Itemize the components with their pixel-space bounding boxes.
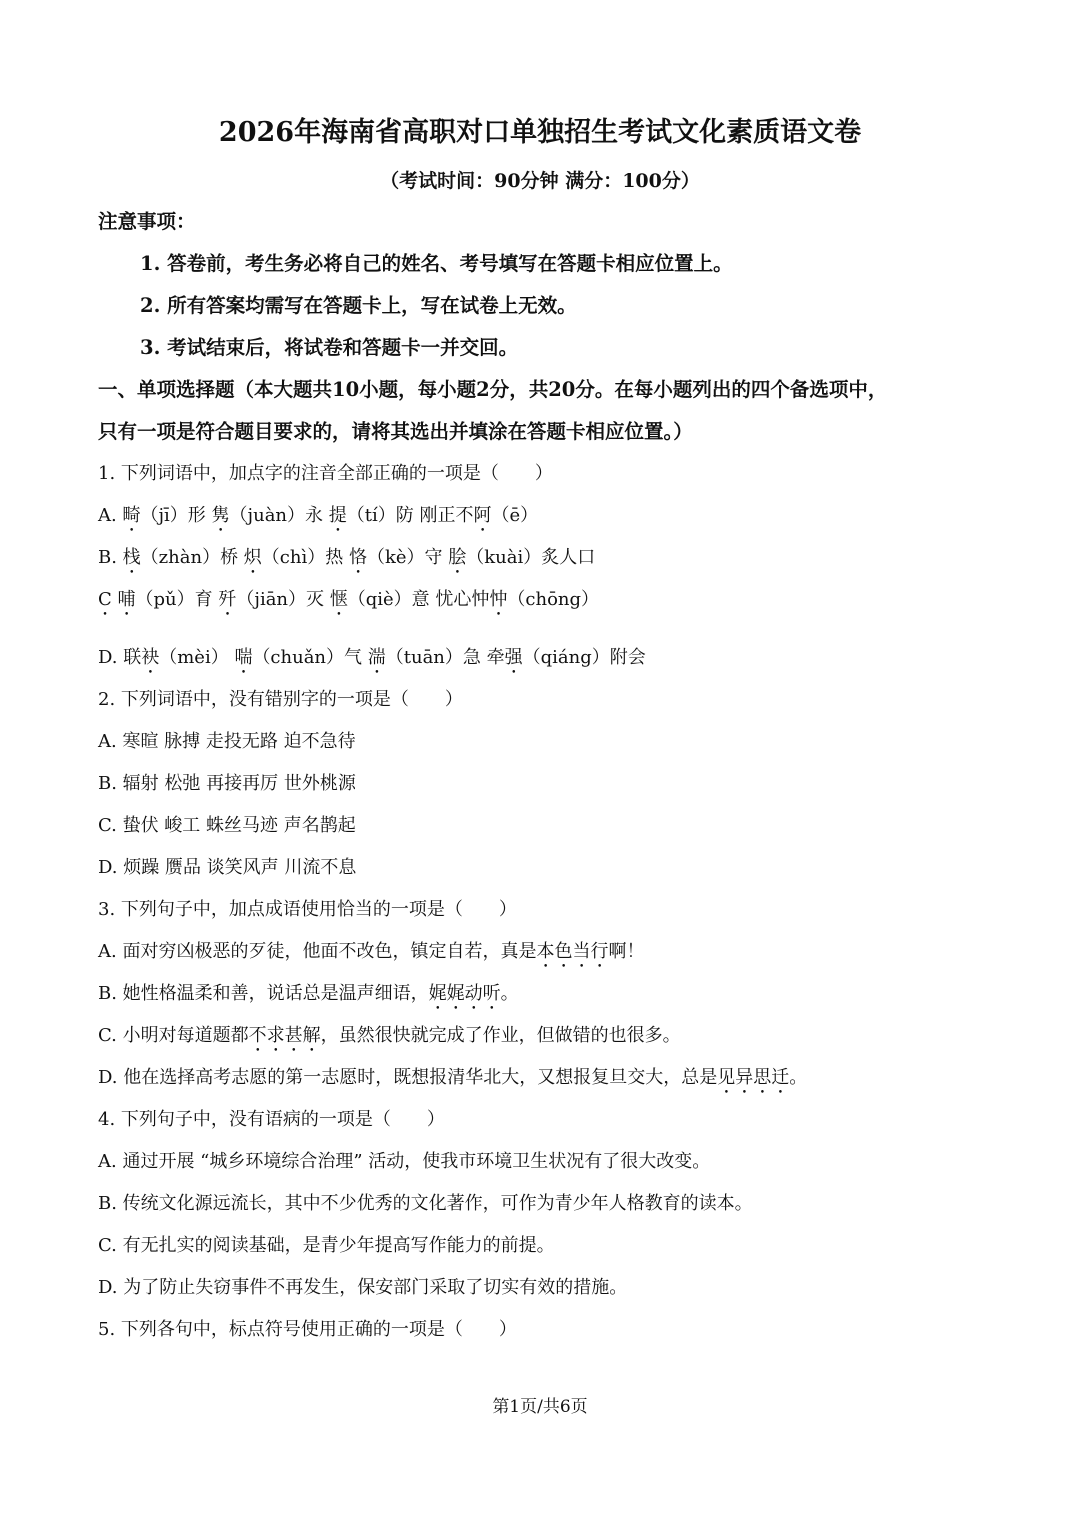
text: D. 烦躁 赝品 谈笑风声 川流不息 [98, 857, 357, 878]
text: B. 辐射 松弛 再接再厉 世外桃源 [98, 773, 356, 794]
text: （qiè）意 忧心忡 [347, 589, 490, 610]
text: 3. 下列句子中，加点成语使用恰当的一项是（ ） [98, 899, 517, 920]
emphasized-text: 忡 [489, 589, 508, 610]
text: 2. 下列词语中，没有错别字的一项是（ ） [98, 689, 463, 710]
page-footer: 第1页/共6页 [492, 1397, 588, 1417]
questions [98, 453, 998, 1351]
question-line [98, 1141, 998, 1183]
emphasized-text: 不求甚解 [248, 1025, 321, 1046]
text: 4. 下列句子中，没有语病的一项是（ ） [98, 1109, 445, 1130]
emphasized-text: 本色当行 [536, 941, 609, 962]
note-item: 1. 答卷前，考生务必将自己的姓名、考号填写在答题卡相应位置上。 [140, 252, 733, 275]
text: （tuān）急 牵 [385, 647, 505, 668]
text: （kè）守 [366, 547, 449, 568]
question-line [98, 1309, 998, 1351]
emphasized-text: 提 [328, 505, 347, 526]
question-line [98, 637, 998, 679]
text: （jiān）灭 [236, 589, 330, 610]
question-line [98, 1099, 998, 1141]
text: ，虽然很快就完成了作业，但做错的也很多。 [320, 1025, 681, 1046]
question-line [98, 973, 998, 1015]
question-line [98, 721, 998, 763]
question-line [98, 579, 998, 621]
text: A. 面对穷凶极恶的歹徒，他面不改色，镇定自若，真是 [98, 941, 537, 962]
text: （ē） [491, 505, 539, 526]
emphasized-text: 炽 [243, 547, 262, 568]
exam-body [98, 201, 998, 1351]
question-line [98, 1267, 998, 1309]
text: C. 有无扎实的阅读基础，是青少年提高写作能力的前提。 [98, 1235, 555, 1256]
emphasized-text: 喘 [234, 647, 253, 668]
question-line [98, 453, 998, 495]
question-line [98, 495, 998, 537]
emphasized-text: 脍 [448, 547, 467, 568]
text: D. 联 [98, 647, 142, 668]
note-item: 2. 所有答案均需写在答题卡上，写在试卷上无效。 [140, 294, 577, 317]
text: A. [98, 505, 123, 526]
text: （zhàn）桥 [140, 547, 244, 568]
section-heading-line-2: 只有一项是符合题目要求的，请将其选出并填涂在答题卡相应位置。） [98, 420, 693, 443]
emphasized-text: 畸 [122, 505, 141, 526]
text: （chuǎn）气 [252, 647, 368, 668]
text: （tí）防 刚正不 [346, 505, 474, 526]
text: （juàn）永 [229, 505, 329, 526]
text: B. [98, 547, 123, 568]
text: （pǔ）育 [135, 589, 219, 610]
text: 1. 下列词语中，加点字的注音全部正确的一项是（ ） [98, 463, 553, 484]
emphasized-text: 阿 [473, 505, 492, 526]
question-line [98, 1183, 998, 1225]
text: A. 寒暄 脉搏 走投无路 迫不急待 [98, 731, 356, 752]
question-line [98, 931, 998, 973]
emphasized-text: 哺 [117, 589, 136, 610]
question-line [98, 763, 998, 805]
section-heading-line-1: 一、单项选择题（本大题共10小题，每小题2分，共20分。在每小题列出的四个备选项中， [98, 378, 888, 401]
text: 。 [500, 983, 519, 1004]
text: C. 蛰伏 峻工 蛛丝马迹 声名鹊起 [98, 815, 356, 836]
exam-title: 2026年海南省高职对口单独招生考试文化素质语文卷 [218, 117, 862, 148]
emphasized-text: 惬 [329, 589, 348, 610]
text: 啊！ [608, 941, 645, 962]
emphasized-text: 强 [504, 647, 523, 668]
emphasized-text: 栈 [122, 547, 141, 568]
question-line [98, 1015, 998, 1057]
text: D. 他在选择高考志愿的第一志愿时，既想报清华北大，又想报复旦交大，总是 [98, 1067, 718, 1088]
text: （mèi） [159, 647, 235, 668]
question-line [98, 537, 998, 579]
emphasized-text: 歼 [218, 589, 237, 610]
emphasized-text: 隽 [211, 505, 230, 526]
text: D. 为了防止失窃事件不再发生，保安部门采取了切实有效的措施。 [98, 1277, 628, 1298]
emphasized-text: 袂 [141, 647, 160, 668]
text: B. 传统文化源远流长，其中不少优秀的文化著作，可作为青少年人格教育的读本。 [98, 1193, 753, 1214]
text: A. 通过开展 “城乡环境综合治理” 活动，使我市环境卫生状况有了很大改变。 [98, 1151, 711, 1172]
notes-heading: 注意事项： [98, 210, 196, 233]
question-line [98, 679, 998, 721]
question-line [98, 889, 998, 931]
text: （kuài）炙人口 [466, 547, 596, 568]
emphasized-text: 恪 [348, 547, 367, 568]
exam-subtitle: （考试时间：90分钟 满分：100分） [380, 170, 700, 192]
text: B. 她性格温柔和善，说话总是温声细语， [98, 983, 429, 1004]
question-line [98, 1057, 998, 1099]
question-line [98, 805, 998, 847]
text: （chì）热 [261, 547, 349, 568]
emphasized-text: 湍 [367, 647, 386, 668]
question-line [98, 1225, 998, 1267]
text: （qiáng）附会 [522, 647, 646, 668]
emphasized-text: 娓娓动听 [428, 983, 501, 1004]
text: （jī）形 [140, 505, 212, 526]
text: 5. 下列各句中，标点符号使用正确的一项是（ ） [98, 1319, 517, 1340]
emphasized-text: 见异思迁 [717, 1067, 790, 1088]
text: （chōng） [507, 589, 600, 610]
text: 。 [789, 1067, 808, 1088]
question-line [98, 847, 998, 889]
emphasized-text: C [98, 589, 112, 610]
text: C. 小明对每道题都 [98, 1025, 249, 1046]
note-item: 3. 考试结束后，将试卷和答题卡一并交回。 [140, 336, 519, 359]
